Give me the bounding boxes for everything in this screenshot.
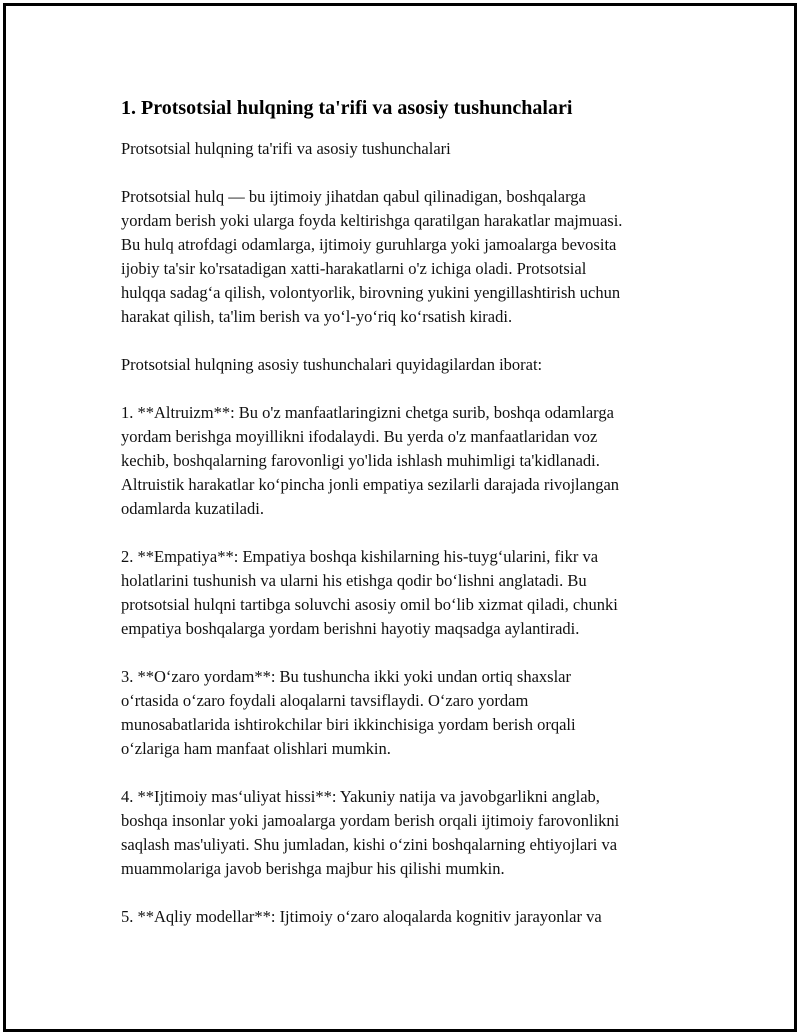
paragraph-definition: Protsotsial hulq — bu ijtimoiy jihatdan qabul qilinadigan, boshqalarga yordam berish yoki ularga foyda keltirishga qaratilgan harakatlar majmuasi. Bu hulq atrofdagi odamlarga, ijtimoiy guruhlarga yoki jamoalarga bevosita ijobiy ta'sir ko'rsatadigan xatti-harakatlarni o'z ichiga oladi. Protsotsial hulqqa sadag‘a qilish, volontyorlik, birovning yukini yengillashtirish uchun harakat qilish, ta'lim berish va yo‘l-yo‘riq ko‘rsatish kiradi. [121, 187, 623, 326]
list-item-empathy: 2. **Empatiya**: Empatiya boshqa kishilarning his-tuyg‘ularini, fikr va holatlarini tushunish va ularni his etishga qodir bo‘lishni anglatadi. Bu protsotsial hulqni tartibga soluvchi asosiy omil bo‘lib xizmat qiladi, chunki empatiya boshqalarga yordam berishni hayotiy maqsadga aylantiradi. [121, 547, 618, 638]
list-item-altruism: 1. **Altruizm**: Bu o'z manfaatlaringizni chetga surib, boshqa odamlarga yordam berishga moyillikni ifodalaydi. Bu yerda o'z manfaatlaridan voz kechib, boshqalarning farovonligi yo'lida ishlash muhimligi ta'kidlanadi. Altruistik harakatlar ko‘pincha jonli empatiya sezilarli darajada rivojlangan odamlarda kuzatiladi. [121, 403, 620, 518]
paragraph-concepts-intro: Protsotsial hulqning asosiy tushunchalari quyidagilardan iborat: [121, 355, 543, 374]
list-item-mental-models: 5. **Aqliy modellar**: Ijtimoiy o‘zaro aloqalarda kognitiv jarayonlar va [121, 907, 602, 926]
page-subtitle: Protsotsial hulqning ta'rifi va asosiy tushunchalari [121, 139, 451, 158]
list-item-social-responsibility: 4. **Ijtimoiy mas‘uliyat hissi**: Yakuniy natija va javobgarlikni anglab, boshqa insonlar yoki jamoalarga yordam berish orqali ijtimoiy farovonlikni saqlash mas'uliyati. Shu jumladan, kishi o‘zini boshqalarning ehtiyojlari va muammolariga javob berishga majbur his qilishi mumkin. [121, 787, 620, 878]
list-item-mutual-help: 3. **O‘zaro yordam**: Bu tushuncha ikki yoki undan ortiq shaxslar o‘rtasida o‘zaro foydali aloqalarni tavsiflaydi. O‘zaro yordam munosabatlarida ishtirokchilar biri ikkinchisiga yordam berish orqali o‘zlariga ham manfaat olishlari mumkin. [121, 667, 576, 758]
page-border [3, 3, 797, 1032]
document-body [121, 94, 696, 929]
page-title: 1. Protsotsial hulqning ta'rifi va asosiy tushunchalari [121, 97, 573, 119]
